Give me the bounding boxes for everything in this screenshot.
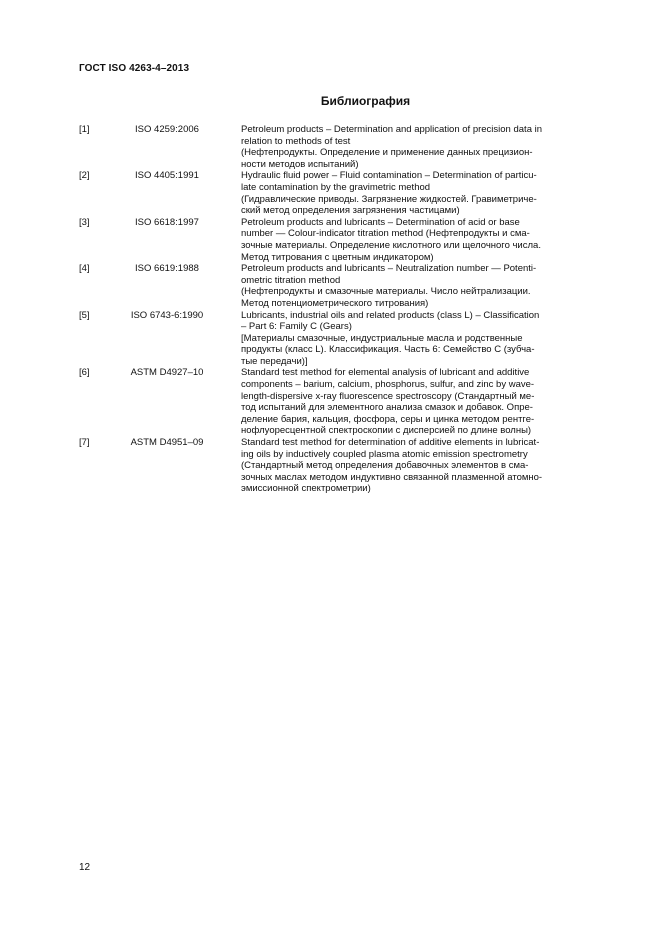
entry-number: [7] <box>79 437 90 449</box>
entry-number: [3] <box>79 216 90 228</box>
description-line: деление бария, кальция, фосфора, серы и цинка методом рентге- <box>241 413 535 425</box>
description-line: нофлуоресцентной спектроскопии с дисперсией по длине волны) <box>241 425 532 437</box>
entry-description <box>241 367 599 437</box>
page-number: 12 <box>79 862 91 873</box>
entry-description <box>241 124 599 170</box>
description-line: тод испытаний для элементного анализа смазок и добавок. Опре- <box>241 402 533 414</box>
description-line: relation to methods of test <box>241 135 351 147</box>
bibliography-entry <box>79 170 599 216</box>
description-line: Petroleum products and lubricants – Neutralization number — Potenti- <box>241 263 537 275</box>
entry-number: [4] <box>79 263 90 275</box>
description-line: (Нефтепродукты. Определение и применение данных прецизион- <box>241 147 533 159</box>
entry-reference: ASTM D4927–10 <box>130 367 204 379</box>
description-line: Метод титрования с цветным индикатором) <box>241 251 434 263</box>
entry-description <box>241 437 599 495</box>
description-line: (Гидравлические приводы. Загрязнение жидкостей. Гравиметриче- <box>241 193 537 205</box>
bibliography-entry <box>79 367 599 437</box>
description-line: продукты (класс L). Классификация. Часть 6: Семейство С (зубча- <box>241 344 535 356</box>
entry-description <box>241 217 599 263</box>
standard-designation: ГОСТ ISO 4263-4–2013 <box>79 63 190 74</box>
description-line: ности методов испытаний) <box>241 158 359 170</box>
description-line: Lubricants, industrial oils and related products (class L) – Classification <box>241 309 540 321</box>
entry-description <box>241 310 599 368</box>
description-line: Petroleum products and lubricants – Determination of acid or base <box>241 216 520 228</box>
description-line: length-dispersive x-ray fluorescence spectroscopy (Стандартный ме- <box>241 390 535 402</box>
bibliography-entry <box>79 437 599 495</box>
description-line: components – barium, calcium, phosphorus, sulfur, and zinc by wave- <box>241 379 535 391</box>
entry-number: [5] <box>79 309 90 321</box>
description-line: зочные материалы. Определение кислотного или щелочного числа. <box>241 239 541 251</box>
description-line: зочных маслах методом индуктивно связанной плазменной атомно- <box>241 471 543 483</box>
entry-reference: ISO 6618:1997 <box>135 216 199 228</box>
entry-reference: ISO 6743-6:1990 <box>130 309 204 321</box>
entry-number: [1] <box>79 124 90 135</box>
bibliography-entry <box>79 310 599 368</box>
description-line: эмиссионной спектрометрии) <box>241 483 371 495</box>
entry-number: [6] <box>79 367 90 379</box>
description-line: number — Colour-indicator titration method (Нефтепродукты и сма- <box>241 228 530 240</box>
description-line: Hydraulic fluid power – Fluid contamination – Determination of particu- <box>241 170 537 182</box>
description-line: ский метод определения загрязнения частицами) <box>241 205 460 217</box>
description-line: – Part 6: Family C (Gears) <box>241 321 352 333</box>
description-line: Petroleum products – Determination and application of precision data in <box>241 124 543 135</box>
description-line: Метод потенциометрического титрования) <box>241 297 429 309</box>
description-line: ometric titration method <box>241 274 341 286</box>
description-line: (Нефтепродукты и смазочные материалы. Число нейтрализации. <box>241 286 531 298</box>
description-line: [Материалы смазочные, индустриальные масла и родственные <box>241 332 523 344</box>
entry-reference: ISO 4405:1991 <box>135 170 199 182</box>
entry-reference: ASTM D4951–09 <box>130 437 204 449</box>
description-line: late contamination by the gravimetric method <box>241 181 431 193</box>
description-line: Standard test method for determination of additive elements in lubricat- <box>241 437 540 449</box>
bibliography-entry <box>79 217 599 263</box>
bibliography-list <box>79 124 599 495</box>
entry-number: [2] <box>79 170 90 182</box>
description-line: ing oils by inductively coupled plasma atomic emission spectrometry <box>241 448 528 460</box>
entry-description <box>241 170 599 216</box>
entry-description <box>241 263 599 309</box>
entry-reference: ISO 6619:1988 <box>135 263 199 275</box>
bibliography-entry <box>79 124 599 170</box>
bibliography-entry <box>79 263 599 309</box>
description-line: тые передачи)] <box>241 355 308 367</box>
description-line: (Стандартный метод определения добавочных элементов в сма- <box>241 460 529 472</box>
entry-reference: ISO 4259:2006 <box>135 124 199 135</box>
page-title: Библиография <box>320 94 411 108</box>
description-line: Standard test method for elemental analysis of lubricant and additive <box>241 367 530 379</box>
